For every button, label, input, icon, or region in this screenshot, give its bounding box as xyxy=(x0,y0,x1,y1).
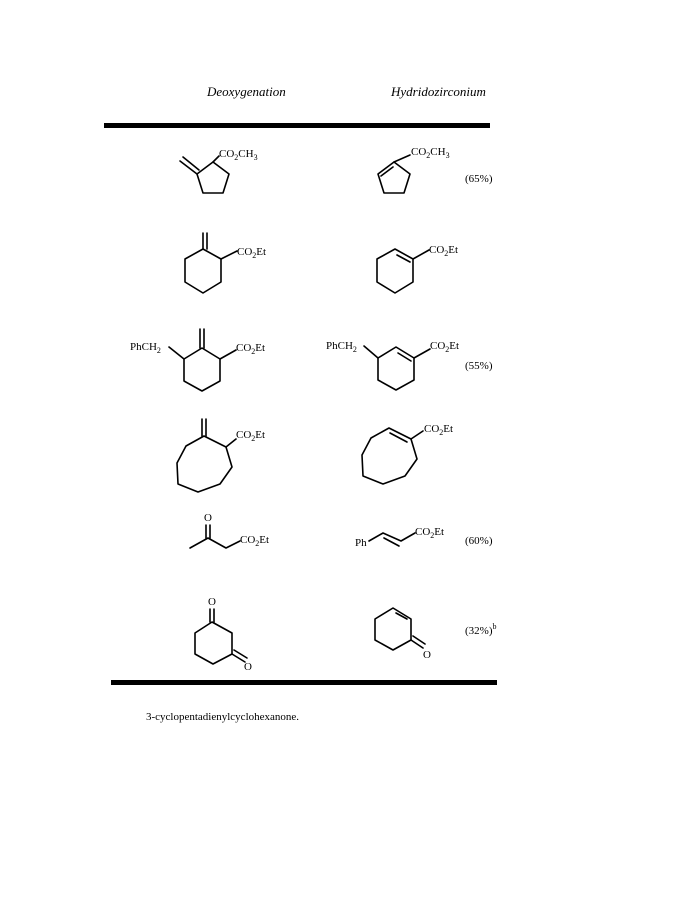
row-1-yield: (65%) xyxy=(465,173,493,185)
chain-bonds xyxy=(369,533,415,541)
row-5-substrate xyxy=(190,512,269,548)
row-5-yield: (60%) xyxy=(465,535,493,547)
row-4-substrate xyxy=(177,419,265,492)
benzyl-label: PhCH$_2$ xyxy=(130,341,161,355)
row-1-product xyxy=(378,146,450,193)
ester-bond xyxy=(414,349,430,358)
row-6-substrate xyxy=(195,596,252,673)
row-6-yield: $(32\%)^b$ xyxy=(465,622,497,637)
ester-label: $CO_2Et$ xyxy=(236,342,266,356)
ester-label: $CO_2Et$ xyxy=(237,246,267,260)
row-3-product xyxy=(326,340,459,390)
enone-oxygen: O xyxy=(423,649,431,661)
ester-label: $CO_2CH_3$ xyxy=(219,148,258,162)
cyclopentane-ring xyxy=(197,162,229,193)
cycloheptane-ring xyxy=(177,436,232,492)
ester-bond xyxy=(394,155,410,162)
cyclohexane-ring xyxy=(184,348,220,391)
header-hydridozirconium: Hydridozirconium xyxy=(391,84,486,99)
header-deoxygenation: Deoxygenation xyxy=(207,84,286,99)
phenyl-label: Ph xyxy=(355,537,367,549)
ester-label: $CO_2Et$ xyxy=(240,534,270,548)
row-4-product xyxy=(362,423,453,484)
benzyl-bond xyxy=(169,347,184,359)
ester-label: $CO_2Et$ xyxy=(424,423,454,437)
top-rule xyxy=(104,123,490,128)
ester-bond xyxy=(221,251,237,259)
carbonyl-bond-top xyxy=(210,609,214,622)
chain-bonds xyxy=(190,538,240,548)
row-5-product xyxy=(355,526,444,549)
row-1-substrate xyxy=(180,148,258,193)
cyclohexenone-ring xyxy=(375,608,411,650)
ester-label: $CO_2Et$ xyxy=(415,526,445,540)
exo-methylene-bond xyxy=(180,157,199,174)
ester-bond xyxy=(411,431,423,439)
exo-methylene-bond xyxy=(203,233,207,249)
cyclohexene-ring xyxy=(377,249,413,293)
bottom-rule xyxy=(111,680,497,685)
exo-methylene-bond xyxy=(202,419,206,436)
ring-double-bond xyxy=(381,167,393,176)
cyclohexene-ring xyxy=(378,347,414,390)
benzyl-label: PhCH$_2$ xyxy=(326,340,357,354)
cyclopentene-ring xyxy=(378,162,410,193)
ring-double-bond xyxy=(390,433,407,442)
table-footnote: 3-cyclopentadienylcyclohexanone. xyxy=(146,711,300,723)
row-6-product xyxy=(375,608,431,661)
ester-label: $CO_2Et$ xyxy=(429,244,459,258)
row-2-product xyxy=(377,244,458,293)
ester-label: $CO_2CH_3$ xyxy=(411,146,450,160)
ester-label: $CO_2Et$ xyxy=(236,429,266,443)
carbonyl-bond xyxy=(206,525,210,538)
cyclohexane-ring xyxy=(185,249,221,293)
carbonyl-bond xyxy=(411,636,425,648)
row-2-substrate xyxy=(185,233,266,293)
cycloheptene-ring xyxy=(362,428,417,484)
row-3-yield: (55%) xyxy=(465,360,493,372)
ester-label: $CO_2Et$ xyxy=(430,340,460,354)
exo-methylene-bond xyxy=(200,329,204,348)
benzyl-bond xyxy=(364,346,378,358)
ester-bond xyxy=(413,250,429,259)
ester-bond xyxy=(220,350,236,359)
cyclohexanedione-ring xyxy=(195,622,232,664)
ketone-oxygen-bottom: O xyxy=(244,661,252,673)
ketone-oxygen-top: O xyxy=(208,596,216,608)
row-3-substrate xyxy=(130,329,265,391)
ketone-oxygen: O xyxy=(204,512,212,524)
ester-bond xyxy=(226,439,236,447)
